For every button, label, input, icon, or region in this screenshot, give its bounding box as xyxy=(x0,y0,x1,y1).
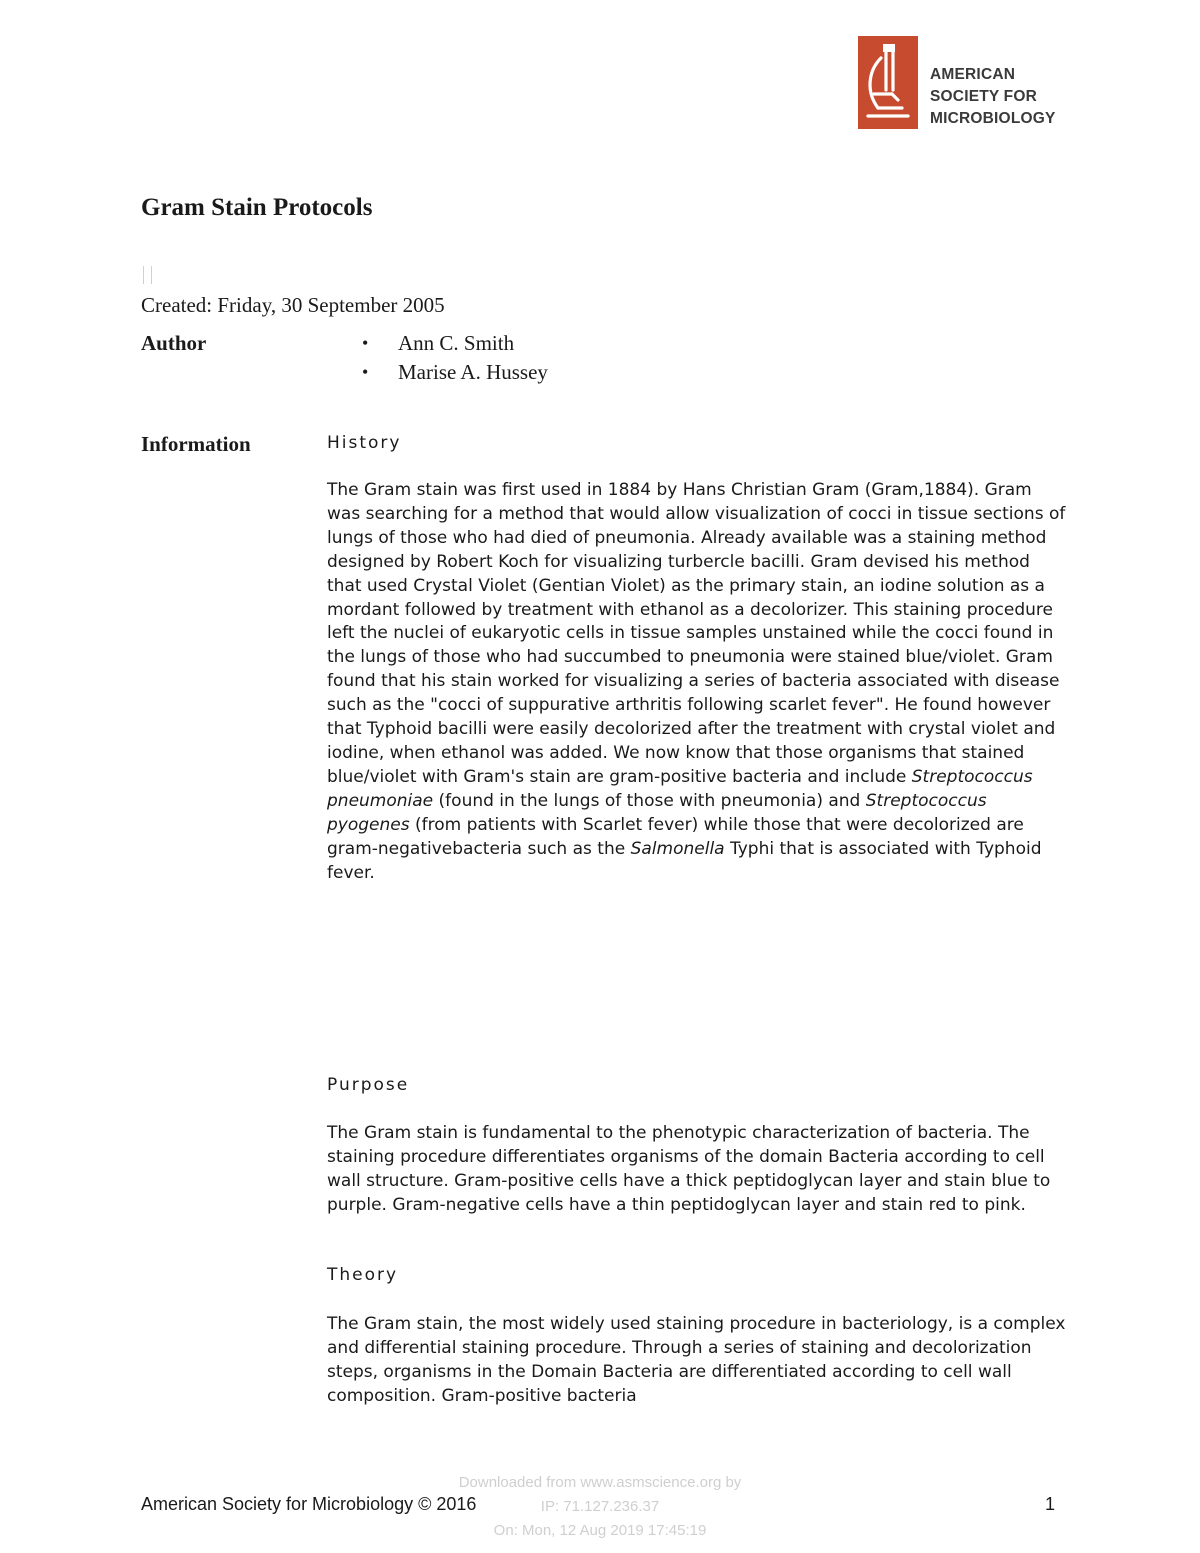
author-list xyxy=(360,329,548,387)
author-item: • Ann C. Smith xyxy=(360,329,548,358)
author-item: • Marise A. Hussey xyxy=(360,358,548,387)
logo-wordmark xyxy=(930,64,1056,130)
species-name: Streptococcus pyogenes xyxy=(327,790,987,835)
watermark-line: On: Mon, 12 Aug 2019 17:45:19 xyxy=(493,1522,707,1539)
purpose-heading: Purpose xyxy=(327,1075,410,1095)
history-heading: History xyxy=(327,433,402,453)
document-title: Gram Stain Protocols xyxy=(141,194,373,221)
created-date: Created: Friday, 30 September 2005 xyxy=(141,293,445,317)
theory-section xyxy=(327,1313,1067,1409)
watermark-line: Downloaded from www.asmscience.org by xyxy=(458,1474,742,1491)
watermark-line: IP: 71.127.236.37 xyxy=(540,1498,660,1515)
history-text: The Gram stain was first used in 1884 by Hans Christian Gram (Gram,1884). Gram was searching for a method that would allow visualization of cocci in tissue sections of lungs of those who had died of pneumonia. Already available was a staining method designed by Robert Koch for visualizing turbercle bacilli. Gram devised his method that used Crystal Violet (Gentian Violet) as the primary stain, an iodine solution as a mordant followed by treatment with ethanol as a decolorizer. This staining procedure left the nuclei of eukaryotic cells in tissue samples unstained while the cocci found in the lungs of those who had succumbed to pneumonia were stained blue/violet. Gram found that his stain worked for visualizing a series of bacteria associated with disease such as the "cocci of suppurative arthritis following scarlet fever". He found however that Typhoid bacilli were easily decolorized after the treatment with crystal violet and iodine, when ethanol was added. We now know that those organisms that stained blue/violet with Gram's stain are gram-positive bacteria and include xyxy=(327,480,1066,787)
history-paragraph xyxy=(327,479,1067,885)
asm-logo xyxy=(858,36,918,129)
theory-paragraph: The Gram stain, the most widely used staining procedure in bacteriology, is a complex and differential staining procedure. Through a series of staining and decolorization steps, organisms in the Domain Bacteria are differentiated according to cell wall composition. Gram-positive bacteria xyxy=(327,1314,1066,1406)
information-label: Information xyxy=(141,432,251,456)
genus-name: Salmonella xyxy=(630,838,725,859)
purpose-paragraph: The Gram stain is fundamental to the phenotypic characterization of bacteria. The staining procedure differentiates organisms of the domain Bacteria according to cell wall structure. Gram-positive cells have a thick peptidoglycan layer and stain blue to purple. Gram-negative cells have a thin peptidoglycan layer and stain red to pink. xyxy=(327,1123,1051,1215)
microscope-icon xyxy=(858,36,918,129)
species-name: Streptococcus pneumoniae xyxy=(327,766,1033,811)
history-text: (from patients with Scarlet fever) while those that were decolorized are gram-negativebacteria such as the xyxy=(327,814,1024,859)
logo-line: MICROBIOLOGY xyxy=(930,110,1056,127)
theory-heading: Theory xyxy=(327,1265,399,1285)
text-cursor-mark xyxy=(143,266,152,284)
history-section xyxy=(327,479,1067,885)
history-text: (found in the lungs of those with pneumonia) and xyxy=(433,790,866,811)
logo-line: AMERICAN xyxy=(930,66,1016,83)
logo-line: SOCIETY FOR xyxy=(930,88,1037,105)
download-watermark xyxy=(440,1471,760,1543)
purpose-section xyxy=(327,1122,1067,1218)
page-number: 1 xyxy=(1045,1494,1056,1514)
history-text: Typhi that is associated with Typhoid fever. xyxy=(327,838,1042,883)
footer-copyright: American Society for Microbiology © 2016 xyxy=(141,1494,477,1514)
author-label: Author xyxy=(141,331,207,355)
